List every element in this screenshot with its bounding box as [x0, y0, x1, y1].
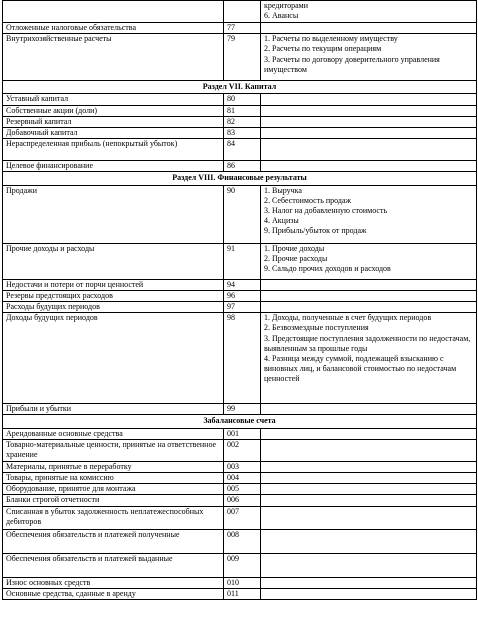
- account-code: 005: [224, 484, 261, 495]
- account-row: [3, 577, 477, 588]
- subaccount-item: 2. Прочие расходы: [264, 253, 328, 263]
- account-name: Бланки строгой отчетности: [3, 495, 224, 506]
- account-row: [3, 529, 477, 553]
- account-row: [3, 461, 477, 472]
- account-row: [3, 139, 477, 161]
- accounts-table: [2, 0, 477, 600]
- account-name: Материалы, принятые в переработку: [3, 461, 224, 472]
- account-name: Обеспечения обязательств и платежей полученные: [3, 529, 224, 553]
- account-row: [3, 484, 477, 495]
- subaccount-item: 4. Разница между суммой, подлежащей взысканию с виновных лиц, и балансовой стоимостью по недостачам ценностей: [264, 354, 457, 384]
- account-row: [3, 105, 477, 116]
- account-code: 90: [224, 185, 261, 243]
- subaccount-list: [261, 34, 477, 81]
- account-row: [3, 279, 477, 290]
- account-code: 003: [224, 461, 261, 472]
- account-name: Добавочный капитал: [3, 128, 224, 139]
- account-row: [3, 290, 477, 301]
- subaccount-list: [261, 105, 477, 116]
- subaccount-item: 6. Авансы: [264, 11, 299, 21]
- account-row: [3, 302, 477, 313]
- subaccount-item: 9. Прибыль/убыток от продаж: [264, 226, 367, 236]
- account-row: [3, 185, 477, 243]
- subaccount-list: [261, 128, 477, 139]
- account-row: [3, 506, 477, 529]
- account-name: Товары, принятые на комиссию: [3, 473, 224, 484]
- subaccount-list: [261, 461, 477, 472]
- subaccount-item: 1. Прочие доходы: [264, 243, 325, 253]
- section-title: Раздел VIII. Финансовые результаты: [3, 172, 477, 185]
- section-header-row: [3, 81, 477, 94]
- account-row: [3, 116, 477, 127]
- account-code: 81: [224, 105, 261, 116]
- chart-of-accounts-document: [2, 0, 476, 600]
- account-code: 82: [224, 116, 261, 127]
- account-name: Резервы предстоящих расходов: [3, 290, 224, 301]
- account-code: 97: [224, 302, 261, 313]
- account-name: Уставный капитал: [3, 94, 224, 105]
- section-title: Забалансовые счета: [3, 415, 477, 428]
- account-code: 96: [224, 290, 261, 301]
- account-row: [3, 128, 477, 139]
- account-name: Собственные акции (доли): [3, 105, 224, 116]
- subaccount-list: [261, 116, 477, 127]
- account-name: Внутрихозяйственные расчеты: [3, 34, 224, 81]
- account-code: 86: [224, 161, 261, 172]
- account-code: 007: [224, 506, 261, 529]
- account-name: Резервный капитал: [3, 116, 224, 127]
- subaccount-list: [261, 588, 477, 599]
- section-header-row: [3, 415, 477, 428]
- account-row: [3, 439, 477, 461]
- account-name: Списанная в убыток задолженность неплатежеспособных дебиторов: [3, 506, 224, 529]
- account-name: Основные средства, сданные в аренду: [3, 588, 224, 599]
- subaccount-item: 1. Выручка: [264, 185, 302, 195]
- account-name: Прочие доходы и расходы: [3, 243, 224, 279]
- subaccount-list: [261, 506, 477, 529]
- account-name: Нераспределенная прибыль (непокрытый убыток): [3, 139, 224, 161]
- subaccount-list: [261, 313, 477, 404]
- account-row: [3, 313, 477, 404]
- subaccount-item: 1. Расчеты по выделенному имуществу: [264, 34, 398, 44]
- account-code: 91: [224, 243, 261, 279]
- account-name: Износ основных средств: [3, 577, 224, 588]
- subaccount-item: 2. Расчеты по текущим операциям: [264, 44, 382, 54]
- account-code: 79: [224, 34, 261, 81]
- subaccount-item: 2. Безвозмездные поступления: [264, 323, 369, 333]
- account-row: [3, 243, 477, 279]
- subaccount-list: [261, 185, 477, 243]
- account-row: [3, 495, 477, 506]
- subaccount-item: 9. Сальдо прочих доходов и расходов: [264, 264, 391, 274]
- account-name: Арендованные основные средства: [3, 428, 224, 439]
- account-code: 77: [224, 23, 261, 34]
- subaccount-item: 3. Предстоящие поступления задолженности по недостачам, выявленным за прошлые годы: [264, 333, 471, 353]
- account-row: [3, 34, 477, 81]
- subaccount-list: [261, 23, 477, 34]
- account-name: Обеспечения обязательств и платежей выданные: [3, 553, 224, 577]
- account-name: [3, 1, 224, 23]
- account-code: 83: [224, 128, 261, 139]
- account-row: [3, 23, 477, 34]
- subaccount-list: [261, 1, 477, 23]
- subaccount-list: [261, 484, 477, 495]
- account-code: 004: [224, 473, 261, 484]
- subaccount-item: 2. Себестоимость продаж: [264, 195, 352, 205]
- account-name: Прибыли и убытки: [3, 404, 224, 415]
- subaccount-list: [261, 302, 477, 313]
- subaccount-list: [261, 279, 477, 290]
- subaccount-list: [261, 495, 477, 506]
- accounts-table-body: [3, 1, 477, 600]
- subaccount-list: [261, 404, 477, 415]
- account-code: 94: [224, 279, 261, 290]
- account-name: Оборудование, принятое для монтажа: [3, 484, 224, 495]
- account-name: Целевое финансирование: [3, 161, 224, 172]
- account-code: 008: [224, 529, 261, 553]
- subaccount-list: [261, 529, 477, 553]
- account-name: Товарно-материальные ценности, принятые на ответственное хранение: [3, 439, 224, 461]
- account-row: [3, 1, 477, 23]
- account-code: 009: [224, 553, 261, 577]
- account-code: 011: [224, 588, 261, 599]
- subaccount-list: [261, 473, 477, 484]
- subaccount-item: кредиторами: [264, 1, 308, 10]
- account-name: Расходы будущих периодов: [3, 302, 224, 313]
- account-code: [224, 1, 261, 23]
- account-code: 001: [224, 428, 261, 439]
- account-name: Недостачи и потери от порчи ценностей: [3, 279, 224, 290]
- account-code: 002: [224, 439, 261, 461]
- account-row: [3, 404, 477, 415]
- subaccount-list: [261, 428, 477, 439]
- subaccount-list: [261, 439, 477, 461]
- subaccount-item: 4. Акцизы: [264, 216, 299, 226]
- subaccount-list: [261, 94, 477, 105]
- account-row: [3, 428, 477, 439]
- subaccount-list: [261, 290, 477, 301]
- subaccount-list: [261, 243, 477, 279]
- account-code: 006: [224, 495, 261, 506]
- account-code: 99: [224, 404, 261, 415]
- account-row: [3, 553, 477, 577]
- subaccount-item: 3. Расчеты по договору доверительного управления имуществом: [264, 54, 440, 74]
- subaccount-list: [261, 553, 477, 577]
- account-code: 010: [224, 577, 261, 588]
- account-row: [3, 161, 477, 172]
- account-code: 80: [224, 94, 261, 105]
- section-header-row: [3, 172, 477, 185]
- account-code: 98: [224, 313, 261, 404]
- account-name: Отложенные налоговые обязательства: [3, 23, 224, 34]
- subaccount-list: [261, 161, 477, 172]
- section-title: Раздел VII. Капитал: [3, 81, 477, 94]
- subaccount-list: [261, 139, 477, 161]
- account-row: [3, 94, 477, 105]
- account-name: Доходы будущих периодов: [3, 313, 224, 404]
- subaccount-item: 3. Налог на добавленную стоимость: [264, 206, 388, 216]
- account-row: [3, 588, 477, 599]
- subaccount-list: [261, 577, 477, 588]
- account-row: [3, 473, 477, 484]
- account-name: Продажи: [3, 185, 224, 243]
- account-code: 84: [224, 139, 261, 161]
- subaccount-item: 1. Доходы, полученные в счет будущих периодов: [264, 313, 432, 323]
